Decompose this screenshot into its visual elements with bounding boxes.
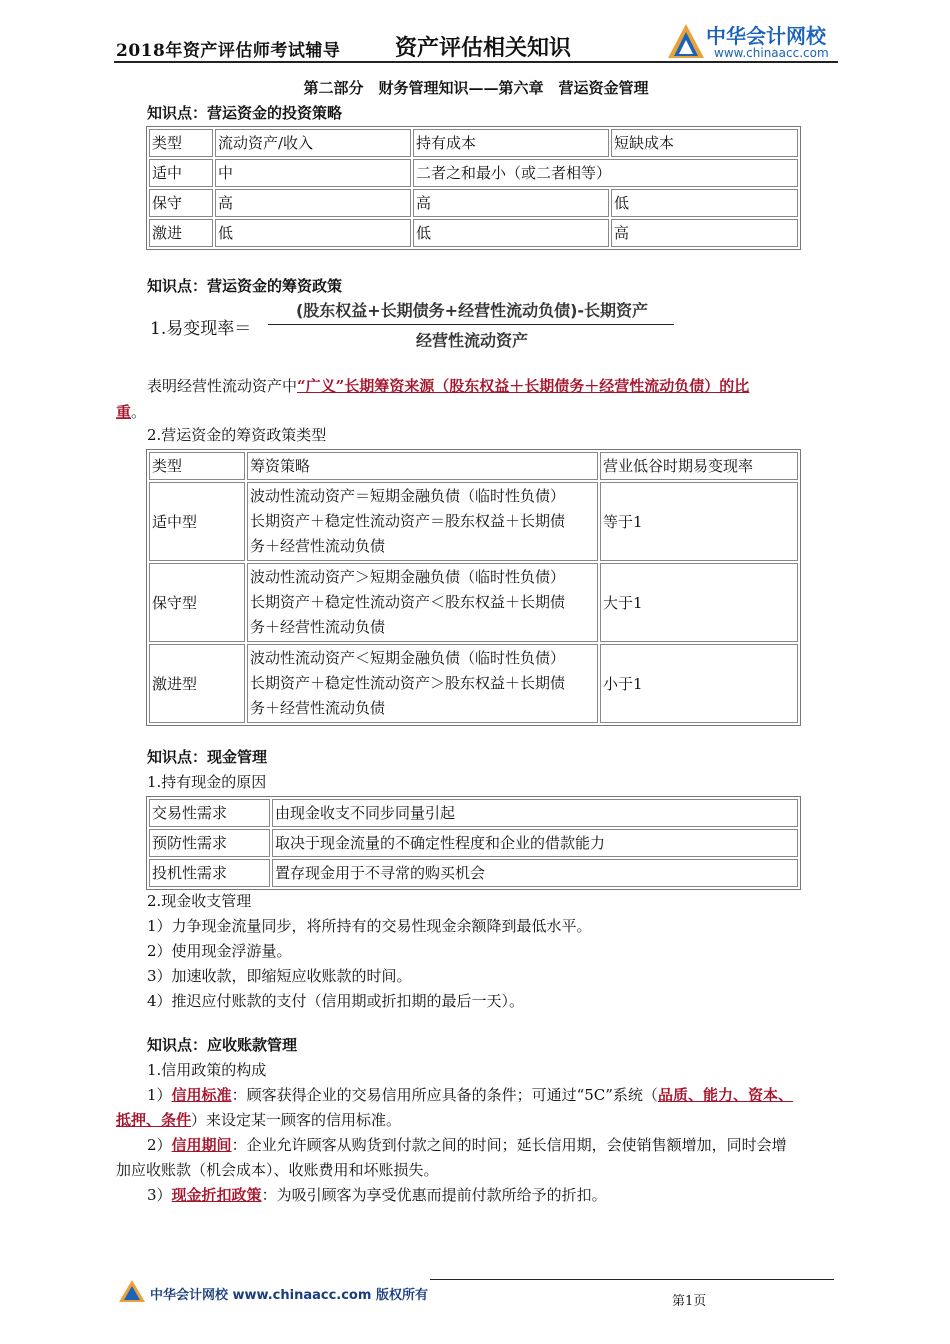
term: 现金折扣政策 bbox=[171, 1186, 262, 1204]
text: ）来设定某一顾客的信用标准。 bbox=[191, 1111, 402, 1129]
table-cell: 适中 bbox=[149, 159, 213, 187]
brand-logo bbox=[666, 20, 846, 64]
table-cell: 置存现金用于不寻常的购买机会 bbox=[272, 859, 798, 887]
cash-motive-table bbox=[146, 796, 801, 890]
credit-period-paragraph bbox=[147, 1133, 787, 1157]
header-left-title: 2018年资产评估师考试辅导 bbox=[116, 41, 341, 61]
credit-standard-paragraph-cont bbox=[116, 1108, 401, 1132]
table-row bbox=[149, 563, 798, 642]
table-cell: 低 bbox=[413, 219, 609, 247]
formula-denominator: 经营性流动资产 bbox=[415, 331, 528, 350]
table-cell: 筹资策略 bbox=[247, 452, 598, 480]
table-cell: 由现金收支不同步同量引起 bbox=[272, 799, 798, 827]
s2-explanation-cont bbox=[116, 399, 146, 425]
cash-discount-paragraph bbox=[147, 1183, 607, 1207]
table-cell: 持有成本 bbox=[413, 129, 609, 157]
formula-numerator: (股东权益+长期债务+经营性流动负债)-长期资产 bbox=[295, 301, 649, 320]
table-cell: 高 bbox=[215, 189, 411, 217]
table-cell: 短缺成本 bbox=[611, 129, 798, 157]
page-number: 第1页 bbox=[672, 1294, 707, 1309]
table-cell: 激进 bbox=[149, 219, 213, 247]
table-row bbox=[149, 482, 798, 561]
text: ：企业允许顾客从购货到付款之间的时间；延长信用期，会使销售额增加，同时会增 bbox=[231, 1136, 787, 1154]
table-cell: 营业低谷时期易变现率 bbox=[600, 452, 798, 480]
footer-logo-icon bbox=[118, 1278, 146, 1304]
logo-triangle-icon bbox=[666, 20, 706, 62]
term: 信用标准 bbox=[171, 1086, 232, 1104]
table-row bbox=[149, 159, 798, 187]
cell-line: 长期资产＋稳定性流动资产＞股东权益＋长期债 bbox=[250, 674, 566, 692]
table-cell: 小于1 bbox=[600, 644, 798, 723]
table-cell: 取决于现金流量的不确定性程度和企业的借款能力 bbox=[272, 829, 798, 857]
logo-url: www.chinaacc.com bbox=[714, 46, 829, 60]
table-cell: 低 bbox=[611, 189, 798, 217]
credit-standard-paragraph bbox=[147, 1083, 793, 1107]
cell-line: 务＋经营性流动负债 bbox=[250, 699, 386, 717]
liquidity-ratio-formula bbox=[150, 296, 690, 356]
table-cell: 大于1 bbox=[600, 563, 798, 642]
table-cell: 预防性需求 bbox=[149, 829, 270, 857]
text: ：为吸引顾客为享受优惠而提前付款所给予的折扣。 bbox=[261, 1186, 607, 1204]
table-cell: 高 bbox=[611, 219, 798, 247]
credit-period-paragraph-cont: 加应收账款（机会成本）、收账费用和坏账损失。 bbox=[116, 1161, 439, 1179]
table-cell: 等于1 bbox=[600, 482, 798, 561]
s2-explanation bbox=[147, 373, 842, 399]
table-row bbox=[149, 219, 798, 247]
table-cell: 低 bbox=[215, 219, 411, 247]
text: 2） bbox=[147, 1136, 172, 1154]
formula-label: 1.易变现率＝ bbox=[150, 319, 252, 339]
table-row bbox=[149, 799, 798, 827]
emphasis-text: 抵押、条件 bbox=[116, 1111, 192, 1129]
table-row bbox=[149, 129, 798, 157]
s1-heading: 知识点：营运资金的投资策略 bbox=[147, 104, 343, 122]
table-row bbox=[149, 829, 798, 857]
cell-line: 长期资产＋稳定性流动资产＜股东权益＋长期债 bbox=[250, 593, 566, 611]
s3-sub2: 2.现金收支管理 bbox=[147, 892, 252, 910]
emphasis-text: “广义”长期筹资来源（股东权益＋长期债务＋经营性流动负债）的比 bbox=[297, 377, 750, 395]
s2-subheading: 2.营运资金的筹资政策类型 bbox=[147, 426, 327, 444]
table-cell: 投机性需求 bbox=[149, 859, 270, 887]
text: ：顾客获得企业的交易信用所应具备的条件；可通过“5C”系统（ bbox=[231, 1086, 658, 1104]
fraction-bar bbox=[268, 324, 674, 325]
table-cell: 激进型 bbox=[149, 644, 245, 723]
s4-sub1: 1.信用政策的构成 bbox=[147, 1061, 267, 1079]
investment-strategy-table bbox=[146, 126, 801, 250]
cell-line: 波动性流动资产＝短期金融负债（临时性负债） bbox=[250, 487, 566, 505]
list-item: 3）加速收款，即缩短应收账款的时间。 bbox=[147, 967, 412, 985]
list-item: 1）力争现金流量同步，将所持有的交易性现金余额降到最低水平。 bbox=[147, 917, 592, 935]
s3-heading: 知识点：现金管理 bbox=[147, 748, 268, 766]
s2-heading: 知识点：营运资金的筹资政策 bbox=[147, 277, 343, 295]
emphasis-text: 重 bbox=[116, 403, 132, 421]
table-row bbox=[149, 859, 798, 887]
s4-heading: 知识点：应收账款管理 bbox=[147, 1036, 298, 1054]
cell-line: 务＋经营性流动负债 bbox=[250, 618, 386, 636]
table-cell: 中 bbox=[215, 159, 411, 187]
table-cell: 类型 bbox=[149, 452, 245, 480]
table-cell: 高 bbox=[413, 189, 609, 217]
table-cell bbox=[247, 644, 598, 723]
s3-sub1: 1.持有现金的原因 bbox=[147, 773, 267, 791]
header-divider bbox=[114, 61, 838, 63]
logo-text: 中华会计网校 bbox=[706, 24, 826, 48]
list-item: 4）推迟应付账款的支付（信用期或折扣期的最后一天）。 bbox=[147, 992, 525, 1010]
table-cell: 保守 bbox=[149, 189, 213, 217]
table-row bbox=[149, 644, 798, 723]
table-cell bbox=[247, 482, 598, 561]
cell-line: 波动性流动资产＞短期金融负债（临时性负债） bbox=[250, 568, 566, 586]
text: 1） bbox=[147, 1086, 172, 1104]
table-row bbox=[149, 452, 798, 480]
cell-line: 长期资产＋稳定性流动资产＝股东权益＋长期债 bbox=[250, 512, 566, 530]
cell-line: 波动性流动资产＜短期金融负债（临时性负债） bbox=[250, 649, 566, 667]
footer-divider bbox=[430, 1279, 834, 1280]
text: 3） bbox=[147, 1186, 172, 1204]
table-cell: 二者之和最小（或二者相等） bbox=[413, 159, 798, 187]
text: 表明经营性流动资产中 bbox=[147, 377, 298, 395]
financing-policy-table bbox=[146, 449, 801, 726]
header-center-title: 资产评估相关知识 bbox=[395, 35, 572, 61]
table-cell: 类型 bbox=[149, 129, 213, 157]
emphasis-text: 品质、能力、资本、 bbox=[657, 1086, 793, 1104]
chapter-title: 第二部分 财务管理知识——第六章 营运资金管理 bbox=[303, 79, 649, 97]
text: 。 bbox=[131, 403, 147, 421]
table-cell: 保守型 bbox=[149, 563, 245, 642]
list-item: 2）使用现金浮游量。 bbox=[147, 942, 292, 960]
table-row bbox=[149, 189, 798, 217]
table-cell: 适中型 bbox=[149, 482, 245, 561]
table-cell: 流动资产/收入 bbox=[215, 129, 411, 157]
table-cell bbox=[247, 563, 598, 642]
cell-line: 务＋经营性流动负债 bbox=[250, 537, 386, 555]
table-cell: 交易性需求 bbox=[149, 799, 270, 827]
term: 信用期间 bbox=[171, 1136, 232, 1154]
footer-copyright: 中华会计网校 www.chinaacc.com 版权所有 bbox=[150, 1288, 428, 1303]
